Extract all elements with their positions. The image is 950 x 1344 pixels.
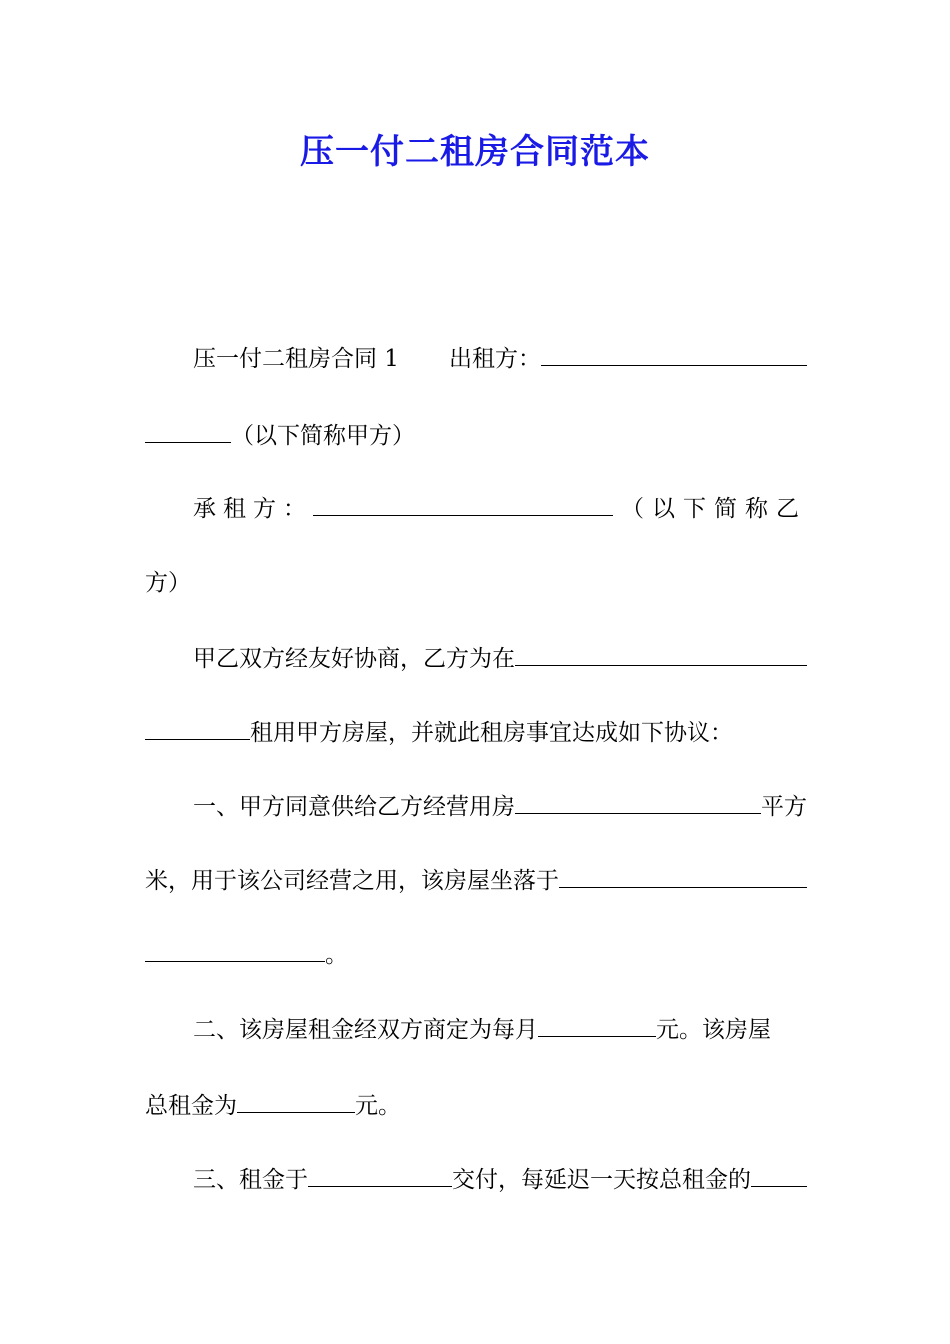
clause-3-penalty-text: 交付，每延迟一天按总租金的 (452, 1167, 751, 1193)
party-b-note: （以下简称乙 (621, 496, 807, 522)
clause-2-suffix: 元。该房屋 (656, 1017, 771, 1043)
paragraph-line-lessor (145, 343, 807, 375)
lessee-blank (313, 495, 613, 516)
paragraph-line-clause-1-cont (145, 865, 807, 897)
area-unit: 平方 (761, 794, 807, 820)
address-blank (559, 867, 807, 888)
paragraph-line-lessee (145, 493, 807, 525)
clause-1-text: 一、甲方同意供给乙方经营用房 (193, 794, 515, 820)
paragraph-line-clause-2-cont (145, 1090, 807, 1122)
location-blank (515, 645, 807, 666)
paragraph-line-negotiation (145, 643, 807, 675)
clause-1-end: 。 (325, 942, 348, 968)
area-blank (515, 793, 761, 814)
lessor-blank-continued (145, 422, 231, 443)
clause-1-usage-text: 米，用于该公司经营之用，该房屋坐落于 (145, 868, 559, 894)
paragraph-line-party-b-end (145, 567, 807, 599)
total-rent-text: 总租金为 (145, 1093, 237, 1119)
monthly-rent-blank (538, 1016, 656, 1037)
total-rent-unit: 元。 (355, 1093, 401, 1119)
paragraph-line-clause-3 (145, 1164, 807, 1196)
lessee-label: 承租方： (193, 496, 313, 522)
negotiation-text: 甲乙双方经友好协商，乙方为在 (193, 646, 515, 672)
contract-number-label: 压一付二租房合同 1 (193, 346, 399, 372)
lessor-blank (541, 345, 807, 366)
penalty-rate-blank (751, 1166, 807, 1187)
clause-3-text: 三、租金于 (193, 1167, 308, 1193)
agreement-text: 租用甲方房屋，并就此租房事宜达成如下协议： (250, 720, 733, 746)
total-rent-blank (237, 1092, 355, 1113)
paragraph-line-clause-2 (145, 1014, 807, 1046)
location-blank-continued (145, 719, 250, 740)
clause-2-text: 二、该房屋租金经双方商定为每月 (193, 1017, 538, 1043)
party-b-note-end: 方） (145, 570, 191, 596)
paragraph-line-clause-1 (145, 791, 807, 823)
document-title: 压一付二租房合同范本 (300, 132, 650, 172)
address-blank-continued (145, 941, 325, 962)
paragraph-line-clause-1-end (145, 939, 807, 971)
lessor-label: 出租方： (448, 346, 541, 372)
payment-date-blank (308, 1166, 452, 1187)
paragraph-line-agreement (145, 717, 807, 749)
party-a-note: （以下简称甲方） (231, 423, 415, 449)
paragraph-line-party-a (145, 420, 807, 452)
